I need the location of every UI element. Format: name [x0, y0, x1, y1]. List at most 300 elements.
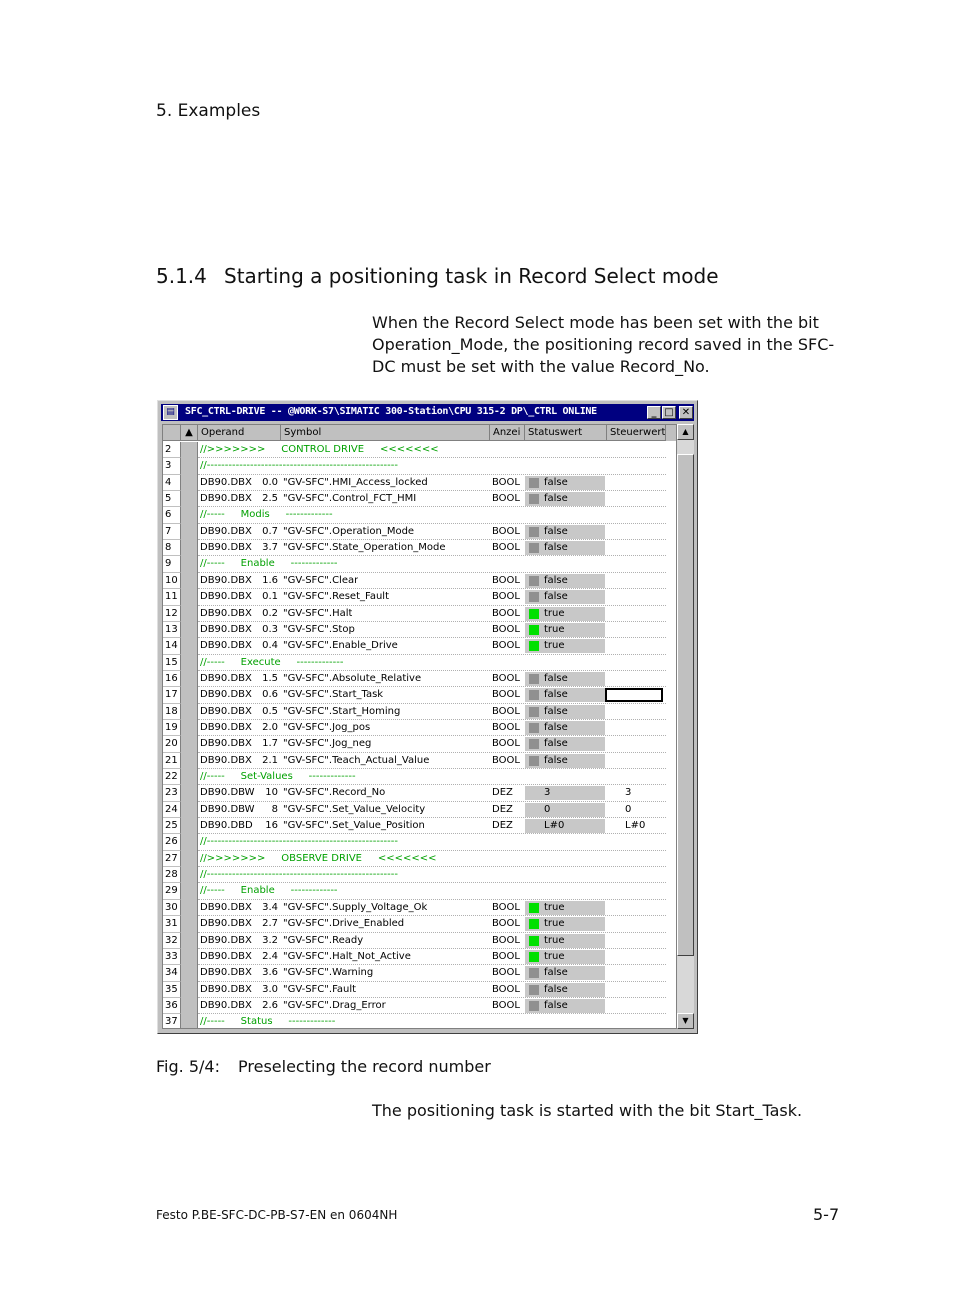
- header-status-value[interactable]: Statuswert: [525, 425, 607, 441]
- row-symbol: "GV-SFC".Enable_Drive: [283, 640, 398, 652]
- table-row[interactable]: [163, 883, 677, 899]
- row-gutter: [181, 606, 198, 622]
- row-number: 19: [163, 720, 181, 736]
- status-indicator-icon: [529, 707, 539, 717]
- header-operand[interactable]: Operand: [198, 425, 281, 441]
- row-gutter: [181, 851, 198, 867]
- table-row[interactable]: [163, 491, 677, 507]
- header-format[interactable]: Anzei: [490, 425, 525, 441]
- row-gutter: [181, 556, 198, 572]
- row-status-value: false: [544, 672, 568, 684]
- row-status-value: false: [544, 689, 568, 701]
- scroll-down-arrow-icon[interactable]: ▼: [677, 1013, 694, 1029]
- row-gutter: [181, 720, 198, 736]
- scroll-up-arrow-icon[interactable]: ▲: [677, 424, 694, 440]
- row-format: BOOL: [492, 493, 520, 505]
- row-format: BOOL: [492, 672, 520, 684]
- row-status-value: true: [544, 934, 565, 946]
- row-body: [198, 524, 666, 540]
- row-format: BOOL: [492, 525, 520, 537]
- row-symbol: "GV-SFC".Record_No: [283, 787, 386, 799]
- status-cell: [525, 803, 605, 817]
- row-gutter: [181, 834, 198, 850]
- row-comment: //>>>>>>> CONTROL DRIVE <<<<<<<: [200, 444, 439, 455]
- table-row[interactable]: [163, 916, 677, 932]
- row-operand: DB90.DBD: [200, 820, 253, 832]
- row-address: 0.7: [262, 525, 278, 537]
- table-corner-icon[interactable]: ▲: [181, 425, 198, 441]
- table-row[interactable]: [163, 998, 677, 1014]
- row-format: BOOL: [492, 640, 520, 652]
- row-address: 3.2: [262, 934, 278, 946]
- row-body: [198, 769, 666, 785]
- row-format: BOOL: [492, 901, 520, 913]
- row-modify-value[interactable]: 0: [625, 803, 632, 815]
- row-operand: DB90.DBX: [200, 999, 252, 1011]
- row-address: 0.0: [262, 476, 278, 488]
- row-operand: DB90.DBX: [200, 672, 252, 684]
- row-format: DEZ: [492, 803, 513, 815]
- row-body: [198, 818, 666, 834]
- status-indicator-icon: [529, 1001, 539, 1011]
- figure-caption: Preselecting the record number: [238, 1057, 491, 1076]
- row-gutter: [181, 638, 198, 654]
- row-number: 7: [163, 524, 181, 540]
- row-address: 3.4: [262, 901, 278, 913]
- row-number: 6: [163, 507, 181, 523]
- row-comment: //-----------------------------------------------------: [200, 836, 398, 848]
- table-row[interactable]: [163, 442, 677, 458]
- row-operand: DB90.DBX: [200, 640, 252, 652]
- table-row[interactable]: [163, 589, 677, 605]
- table-row[interactable]: [163, 655, 677, 671]
- row-symbol: "GV-SFC".Control_FCT_HMI: [283, 493, 417, 505]
- row-status-value: false: [544, 967, 568, 979]
- minimize-button[interactable]: _: [647, 406, 661, 419]
- row-symbol: "GV-SFC".Start_Homing: [283, 705, 401, 717]
- row-gutter: [181, 965, 198, 981]
- row-body: [198, 475, 666, 491]
- status-indicator-icon: [529, 592, 539, 602]
- row-status-value: false: [544, 542, 568, 554]
- row-number: 35: [163, 982, 181, 998]
- row-number: 27: [163, 851, 181, 867]
- status-indicator-icon: [529, 576, 539, 586]
- row-operand: DB90.DBX: [200, 705, 252, 717]
- row-operand: DB90.DBW: [200, 787, 255, 799]
- table-row[interactable]: [163, 785, 677, 801]
- row-number: 12: [163, 606, 181, 622]
- row-address: 0.3: [262, 623, 278, 635]
- row-status-value: true: [544, 623, 565, 635]
- table-row[interactable]: [163, 867, 677, 883]
- row-address: 0.6: [262, 689, 278, 701]
- row-gutter: [181, 883, 198, 899]
- row-operand: DB90.DBX: [200, 689, 252, 701]
- window-titlebar[interactable]: [161, 404, 694, 421]
- row-gutter: [181, 933, 198, 949]
- table-row[interactable]: [163, 949, 677, 965]
- row-address: 3.6: [262, 967, 278, 979]
- row-format: BOOL: [492, 738, 520, 750]
- row-body: [198, 638, 666, 654]
- row-status-value: false: [544, 476, 568, 488]
- chapter-heading: 5. Examples: [156, 101, 261, 121]
- row-address: 2.7: [262, 918, 278, 930]
- row-symbol: "GV-SFC".Absolute_Relative: [283, 672, 422, 684]
- row-operand: DB90.DBX: [200, 591, 252, 603]
- header-modify-value[interactable]: Steuerwert: [607, 425, 666, 441]
- row-gutter: [181, 475, 198, 491]
- row-format: BOOL: [492, 918, 520, 930]
- row-operand: DB90.DBX: [200, 934, 252, 946]
- table-row[interactable]: [163, 802, 677, 818]
- status-indicator-icon: [529, 674, 539, 684]
- row-status-value: true: [544, 607, 565, 619]
- close-button[interactable]: ✕: [679, 406, 693, 419]
- table-row[interactable]: [163, 622, 677, 638]
- row-gutter: [181, 442, 198, 458]
- row-body: [198, 949, 666, 965]
- row-number: 20: [163, 736, 181, 752]
- table-header: [163, 425, 677, 441]
- row-body: [198, 1014, 666, 1029]
- row-format: BOOL: [492, 705, 520, 717]
- table-row[interactable]: [163, 769, 677, 785]
- variable-table: [162, 424, 677, 1029]
- row-status-value: false: [544, 525, 568, 537]
- row-symbol: "GV-SFC".Drive_Enabled: [283, 918, 405, 930]
- row-gutter: [181, 540, 198, 556]
- row-number: 9: [163, 556, 181, 572]
- row-operand: DB90.DBX: [200, 950, 252, 962]
- row-format: BOOL: [492, 967, 520, 979]
- row-symbol: "GV-SFC".Jog_neg: [283, 738, 372, 750]
- row-address: 2.5: [262, 493, 278, 505]
- table-row[interactable]: [163, 507, 677, 523]
- row-comment: //----- Set-Values -------------: [200, 771, 356, 782]
- table-row[interactable]: [163, 982, 677, 998]
- row-status-value: true: [544, 918, 565, 930]
- row-comment: //----- Enable -------------: [200, 885, 338, 897]
- var-table-window: [157, 400, 698, 1034]
- row-body: [198, 900, 666, 916]
- row-operand: DB90.DBX: [200, 918, 252, 930]
- row-status-value: false: [544, 721, 568, 733]
- row-number: 2: [163, 442, 181, 458]
- row-number: 4: [163, 475, 181, 491]
- row-number: 37: [163, 1014, 181, 1029]
- row-gutter: [181, 491, 198, 507]
- row-number: 14: [163, 638, 181, 654]
- row-body: [198, 998, 666, 1014]
- row-operand: DB90.DBX: [200, 721, 252, 733]
- row-body: [198, 982, 666, 998]
- row-symbol: "GV-SFC".Clear: [283, 574, 359, 586]
- row-operand: DB90.DBX: [200, 754, 252, 766]
- status-indicator-icon: [529, 543, 539, 553]
- row-body: [198, 687, 666, 703]
- table-row[interactable]: [163, 458, 677, 474]
- status-cell: [525, 819, 605, 833]
- row-number: 21: [163, 753, 181, 769]
- table-row[interactable]: [163, 900, 677, 916]
- row-gutter: [181, 671, 198, 687]
- table-row[interactable]: [163, 606, 677, 622]
- table-row[interactable]: [163, 540, 677, 556]
- row-comment: //----- Execute -------------: [200, 656, 344, 668]
- row-address: 1.5: [262, 672, 278, 684]
- row-body: [198, 655, 666, 671]
- row-number: 25: [163, 818, 181, 834]
- row-modify-value[interactable]: 3: [625, 787, 632, 799]
- row-address: 1.6: [262, 574, 278, 586]
- row-operand: DB90.DBX: [200, 738, 252, 750]
- row-operand: DB90.DBX: [200, 607, 252, 619]
- table-row[interactable]: [163, 556, 677, 572]
- table-row[interactable]: [163, 573, 677, 589]
- row-number: 26: [163, 834, 181, 850]
- table-row[interactable]: [163, 736, 677, 752]
- row-operand: DB90.DBX: [200, 574, 252, 586]
- header-symbol[interactable]: Symbol: [281, 425, 490, 441]
- row-comment: //----- Status -------------: [200, 1016, 336, 1028]
- row-number: 28: [163, 867, 181, 883]
- row-address: 2.4: [262, 950, 278, 962]
- status-indicator-icon: [529, 985, 539, 995]
- section-title: Starting a positioning task in Record Select mode: [224, 264, 719, 288]
- table-row[interactable]: [163, 704, 677, 720]
- row-number: 16: [163, 671, 181, 687]
- row-address: 0.5: [262, 705, 278, 717]
- table-row[interactable]: [163, 1014, 677, 1029]
- row-body: [198, 556, 666, 572]
- row-gutter: [181, 867, 198, 883]
- row-address: 8: [271, 803, 278, 815]
- row-gutter: [181, 916, 198, 932]
- row-address: 0.2: [262, 607, 278, 619]
- row-gutter: [181, 687, 198, 703]
- status-indicator-icon: [529, 952, 539, 962]
- row-gutter: [181, 982, 198, 998]
- maximize-button[interactable]: □: [662, 406, 676, 419]
- row-symbol: "GV-SFC".Stop: [283, 623, 355, 635]
- row-body: [198, 802, 666, 818]
- row-body: [198, 867, 666, 883]
- row-symbol: "GV-SFC".Ready: [283, 934, 364, 946]
- row-status-value: 0: [544, 803, 551, 815]
- status-indicator-icon: [529, 478, 539, 488]
- row-body: [198, 507, 666, 523]
- row-status-value: false: [544, 983, 568, 995]
- row-number: 18: [163, 704, 181, 720]
- status-indicator-icon: [529, 723, 539, 733]
- row-gutter: [181, 802, 198, 818]
- row-comment: //----- Enable -------------: [200, 558, 338, 570]
- row-address: 0.1: [262, 591, 278, 603]
- row-body: [198, 753, 666, 769]
- table-row[interactable]: [163, 524, 677, 540]
- row-symbol: "GV-SFC".Teach_Actual_Value: [283, 754, 430, 766]
- row-gutter: [181, 769, 198, 785]
- app-icon: ▤: [163, 405, 178, 420]
- row-format: BOOL: [492, 721, 520, 733]
- row-gutter: [181, 524, 198, 540]
- row-gutter: [181, 949, 198, 965]
- status-indicator-icon: [529, 641, 539, 651]
- row-symbol: "GV-SFC".Supply_Voltage_Ok: [283, 901, 428, 913]
- table-row[interactable]: [163, 933, 677, 949]
- status-indicator-icon: [529, 690, 539, 700]
- row-comment: //----- Modis -------------: [200, 509, 333, 521]
- footer-document-id: Festo P.BE-SFC-DC-PB-S7-EN en 0604NH: [156, 1208, 398, 1222]
- header-rownum: [163, 425, 181, 441]
- table-row[interactable]: [163, 638, 677, 654]
- row-body: [198, 589, 666, 605]
- row-symbol: "GV-SFC".Reset_Fault: [283, 591, 390, 603]
- row-status-value: false: [544, 705, 568, 717]
- outro-paragraph: The positioning task is started with the bit Start_Task.: [372, 1101, 803, 1120]
- row-status-value: false: [544, 493, 568, 505]
- row-status-value: false: [544, 738, 568, 750]
- row-body: [198, 458, 666, 474]
- row-address: 2.1: [262, 754, 278, 766]
- row-modify-value[interactable]: L#0: [625, 820, 646, 832]
- row-symbol: "GV-SFC".HMI_Access_locked: [283, 476, 428, 488]
- table-row[interactable]: [163, 965, 677, 981]
- row-operand: DB90.DBX: [200, 525, 252, 537]
- status-indicator-icon: [529, 919, 539, 929]
- row-number: 17: [163, 687, 181, 703]
- row-number: 29: [163, 883, 181, 899]
- row-operand: DB90.DBX: [200, 542, 252, 554]
- status-indicator-icon: [529, 609, 539, 619]
- row-status-value: true: [544, 950, 565, 962]
- row-format: BOOL: [492, 754, 520, 766]
- row-format: DEZ: [492, 820, 513, 832]
- row-body: [198, 785, 666, 801]
- row-address: 2.0: [262, 721, 278, 733]
- row-format: BOOL: [492, 999, 520, 1011]
- row-body: [198, 622, 666, 638]
- row-status-value: false: [544, 754, 568, 766]
- row-number: 31: [163, 916, 181, 932]
- scroll-thumb[interactable]: [677, 454, 694, 956]
- row-gutter: [181, 573, 198, 589]
- row-number: 32: [163, 933, 181, 949]
- row-body: [198, 916, 666, 932]
- table-row[interactable]: [163, 687, 677, 703]
- row-body: [198, 883, 666, 899]
- figure-number: Fig. 5/4:: [156, 1057, 220, 1076]
- status-indicator-icon: [529, 968, 539, 978]
- row-format: BOOL: [492, 542, 520, 554]
- row-address: 10: [265, 787, 278, 799]
- row-status-value: false: [544, 999, 568, 1011]
- row-comment: //>>>>>>> OBSERVE DRIVE <<<<<<<: [200, 852, 437, 864]
- row-symbol: "GV-SFC".Jog_pos: [283, 721, 371, 733]
- status-indicator-icon: [529, 756, 539, 766]
- row-number: 8: [163, 540, 181, 556]
- row-body: [198, 573, 666, 589]
- row-status-value: L#0: [544, 820, 565, 832]
- row-number: 33: [163, 949, 181, 965]
- page-number: 5-7: [813, 1205, 840, 1224]
- table-row[interactable]: [163, 720, 677, 736]
- row-number: 3: [163, 458, 181, 474]
- row-symbol: "GV-SFC".Operation_Mode: [283, 525, 415, 537]
- row-format: DEZ: [492, 787, 513, 799]
- row-number: 24: [163, 802, 181, 818]
- row-symbol: "GV-SFC".Warning: [283, 967, 374, 979]
- row-number: 11: [163, 589, 181, 605]
- row-number: 15: [163, 655, 181, 671]
- row-body: [198, 491, 666, 507]
- table-row[interactable]: [163, 671, 677, 687]
- table-row[interactable]: [163, 475, 677, 491]
- row-body: [198, 965, 666, 981]
- table-row[interactable]: [163, 818, 677, 834]
- table-row[interactable]: [163, 834, 677, 850]
- row-status-value: true: [544, 901, 565, 913]
- row-gutter: [181, 655, 198, 671]
- status-indicator-icon: [529, 527, 539, 537]
- row-body: [198, 704, 666, 720]
- section-number: 5.1.4: [156, 264, 207, 288]
- row-symbol: "GV-SFC".Halt_Not_Active: [283, 950, 411, 962]
- row-status-value: 3: [544, 787, 551, 799]
- row-number: 23: [163, 785, 181, 801]
- row-address: 3.0: [262, 983, 278, 995]
- row-address: 16: [265, 820, 278, 832]
- row-symbol: "GV-SFC".Drag_Error: [283, 999, 386, 1011]
- intro-paragraph: When the Record Select mode has been set with the bit Operation_Mode, the positioning record saved in the SFC-DC must be set with the value Record_No.: [372, 313, 835, 376]
- row-format: BOOL: [492, 476, 520, 488]
- modify-value-input[interactable]: [605, 688, 663, 702]
- row-operand: DB90.DBW: [200, 803, 255, 815]
- row-status-value: false: [544, 591, 568, 603]
- row-symbol: "GV-SFC".Fault: [283, 983, 357, 995]
- row-format: BOOL: [492, 983, 520, 995]
- row-gutter: [181, 785, 198, 801]
- row-address: 3.7: [262, 542, 278, 554]
- row-body: [198, 834, 666, 850]
- row-address: 1.7: [262, 738, 278, 750]
- row-number: 34: [163, 965, 181, 981]
- row-format: BOOL: [492, 950, 520, 962]
- row-status-value: true: [544, 640, 565, 652]
- status-indicator-icon: [529, 494, 539, 504]
- row-body: [198, 851, 666, 867]
- table-row[interactable]: [163, 851, 677, 867]
- row-gutter: [181, 900, 198, 916]
- table-row[interactable]: [163, 753, 677, 769]
- row-number: 36: [163, 998, 181, 1014]
- vertical-scrollbar[interactable]: [677, 424, 694, 1029]
- row-number: 30: [163, 900, 181, 916]
- status-indicator-icon: [529, 739, 539, 749]
- status-indicator-icon: [529, 903, 539, 913]
- row-body: [198, 442, 666, 458]
- row-format: BOOL: [492, 574, 520, 586]
- row-gutter: [181, 1014, 198, 1029]
- row-body: [198, 606, 666, 622]
- status-indicator-icon: [529, 625, 539, 635]
- row-address: 2.6: [262, 999, 278, 1011]
- row-symbol: "GV-SFC".Set_Value_Velocity: [283, 803, 426, 815]
- row-number: 10: [163, 573, 181, 589]
- row-gutter: [181, 704, 198, 720]
